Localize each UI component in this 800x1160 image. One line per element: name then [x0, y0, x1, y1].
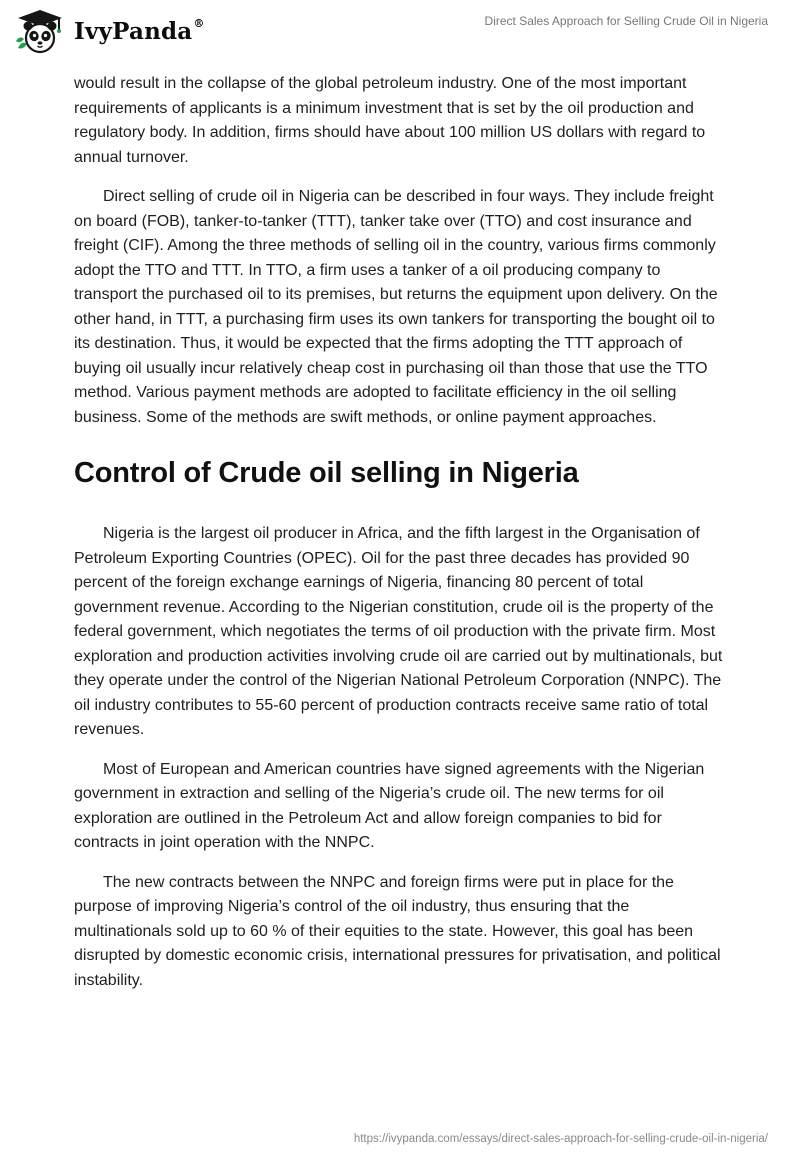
section-heading: Control of Crude oil selling in Nigeria [74, 457, 579, 489]
ivypanda-logo[interactable] [14, 8, 205, 54]
source-url[interactable]: https://ivypanda.com/essays/direct-sales-approach-for-selling-crude-oil-in-nigeria/ [353, 1133, 768, 1145]
control-paragraph-1: Nigeria is the largest oil producer in Africa, and the fifth largest in the Organisation of Petroleum Exporting Countries (OPEC). Oil for the past three decades has provided 90 percent of the foreign exchange earnings of Nigeria, financing 80 percent of total government revenue. According to the Nigerian constitution, crude oil is the property of the federal government, which negotiates the terms of oil production with the private firm. Most exploration and production activities involving crude oil are carried out by multinationals, but they operate under the control of the Nigerian National Petroleum Corporation (NNPC). The oil industry contributes to 55-60 percent of production contracts receive same ratio of total revenues. [74, 525, 723, 738]
page-header [0, 0, 800, 62]
panda-graduate-icon [14, 8, 66, 54]
logo-wordmark: IvyPanda® [74, 16, 205, 45]
control-paragraph-2: Most of European and American countries have signed agreements with the Nigerian government in extraction and selling of the Nigeria’s crude oil. The new terms for oil exploration are outlined in the Petroleum Act and allow foreign companies to bid for contracts in joint operation with the NNPC. [74, 760, 705, 851]
direct-selling-paragraph: Direct selling of crude oil in Nigeria can be described in four ways. They include freight on board (FOB), tanker-to-tanker (TTT), tanker take over (TTO) and cost insurance and freight (CIF). Among the three methods of selling oil in the country, various firms commonly adopt the TTO and TTT. In TTO, a firm uses a tanker of a oil producing company to transport the purchased oil to its premises, but returns the equipment upon delivery. On the other hand, in TTT, a purchasing firm uses its own tankers for transporting the bought oil to its destination. Thus, it would be expected that the firms adopting the TTT approach of buying oil usually incur relatively cheap cost in purchasing oil than those that use the TTO method. Various payment methods are adopted to facilitate efficiency in the oil selling business. Some of the methods are swift methods, or online payment approaches. [74, 188, 718, 426]
document-running-title: Direct Sales Approach for Selling Crude Oil in Nigeria [484, 14, 768, 28]
control-paragraph-3: The new contracts between the NNPC and foreign firms were put in place for the purpose of improving Nigeria’s control of the oil industry, thus ensuring that the multinationals sold up to 60 % of their equities to the state. However, this goal has been disrupted by domestic economic crisis, international pressures for privatisation, and political instability. [74, 873, 721, 989]
essay-body [74, 72, 726, 1008]
intro-paragraph: would result in the collapse of the global petroleum industry. One of the most important requirements of applicants is a minimum investment that is set by the oil production and regulatory body. In addition, firms should have about 100 million US dollars with regard to annual turnover. [74, 75, 706, 166]
